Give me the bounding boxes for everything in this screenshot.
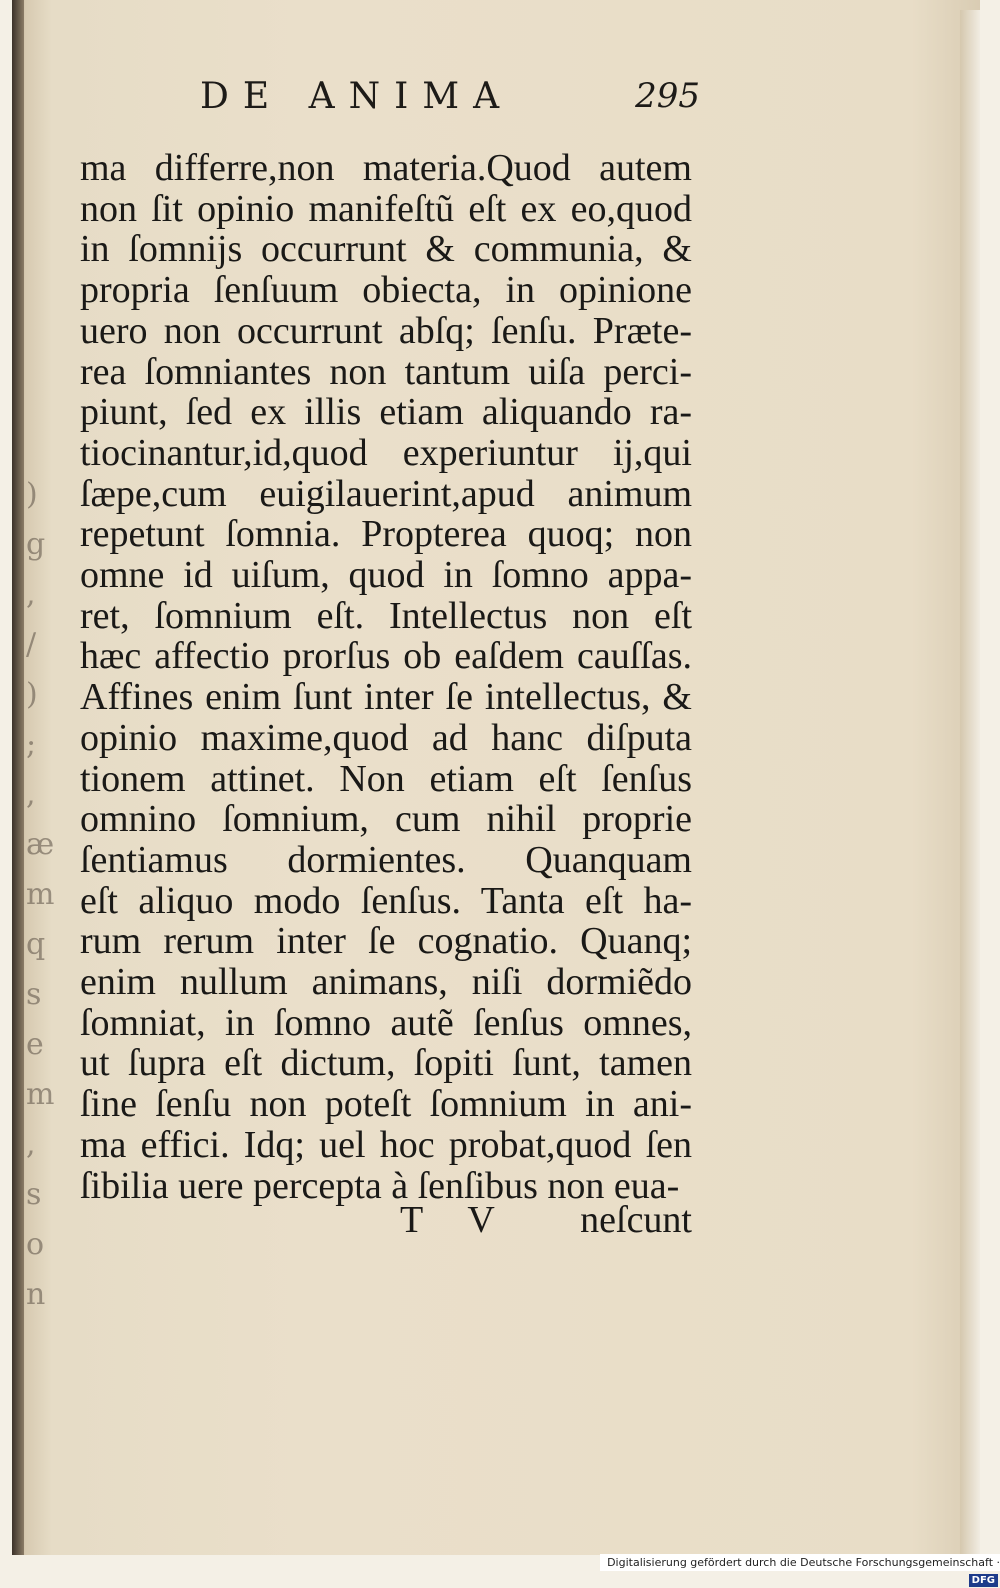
text-line: ſomniat, in ſomno autẽ ſenſus omnes, [80,1002,692,1044]
text-line: repetunt ſomnia. Propterea quoq; non [80,514,692,556]
show-through-text: ) g , / ) ; , æ m q s e m , s o n [26,477,55,1312]
text-line: ret, ſomnium eſt. Intellectus non eſt [80,595,692,637]
page-number: 295 [635,76,700,116]
page-edge [960,10,980,1555]
text-line: rea ſomniantes non tantum uiſa perci- [80,351,692,393]
text-line: tionem attinet. Non etiam eſt ſenſus [80,758,692,800]
text-line: ſibilia uere percepta à ſenſibus non eua- [80,1165,680,1207]
text-line: ſine ſenſu non poteſt ſomnium in ani- [80,1084,692,1125]
text-line: ſæpe,cum euigilauerint,apud animum [80,473,692,515]
text-line: uero non occurrunt abſq; ſenſu. Præte- [80,310,692,352]
text-line: ut ſupra eſt dictum, ſopiti ſunt, tamen [80,1043,692,1085]
text-line: ma differre,non materia.Quod autem [80,148,692,189]
body-text [80,148,692,1206]
catchline [80,1198,692,1242]
text-line: Affines enim ſunt inter ſe intellectus, & [80,677,692,718]
text-line: hæc affectio prorſus ob eaſdem cauſſas. [80,636,692,678]
text-line: non ſit opinio manifeſtũ eſt ex eo,quod [80,188,692,230]
text-line: piunt, ſed ex illis etiam aliquando ra- [80,392,692,433]
text-line: eſt aliquo modo ſenſus. Tanta eſt ha- [80,880,692,922]
signature-mark: T V [400,1199,513,1241]
dfg-logo: DFG [969,1574,998,1587]
running-title: DE ANIMA [200,76,514,117]
text-line: enim nullum animans, niſi dormiẽdo [80,962,692,1003]
text-line: ſentiamus dormientes. Quanquam [80,839,692,881]
running-head [200,76,700,126]
footer-text: Digitalisierung gefördert durch die Deutsche Forschungsgemeinschaft · [607,1556,1000,1569]
text-line: ma effici. Idq; uel hoc probat,quod ſen [80,1124,692,1166]
text-line: rum rerum inter ſe cognatio. Quanq; [80,921,692,963]
catchword: neſcunt [580,1199,692,1241]
text-line: omne id uiſum, quod in ſomno appa- [80,555,692,596]
text-line: opinio maxime,quod ad hanc diſputa [80,717,692,759]
text-line: propria ſenſuum obiecta, in opinione [80,270,692,311]
binding-shadow [12,0,24,1555]
text-line: omnino ſomnium, cum nihil proprie [80,799,692,840]
text-line: in ſomnĳs occurrunt & communia, & [80,229,692,271]
text-line: tiocinantur,id,quod experiuntur ĳ,qui [80,432,692,474]
digitization-footer [600,1554,1000,1586]
